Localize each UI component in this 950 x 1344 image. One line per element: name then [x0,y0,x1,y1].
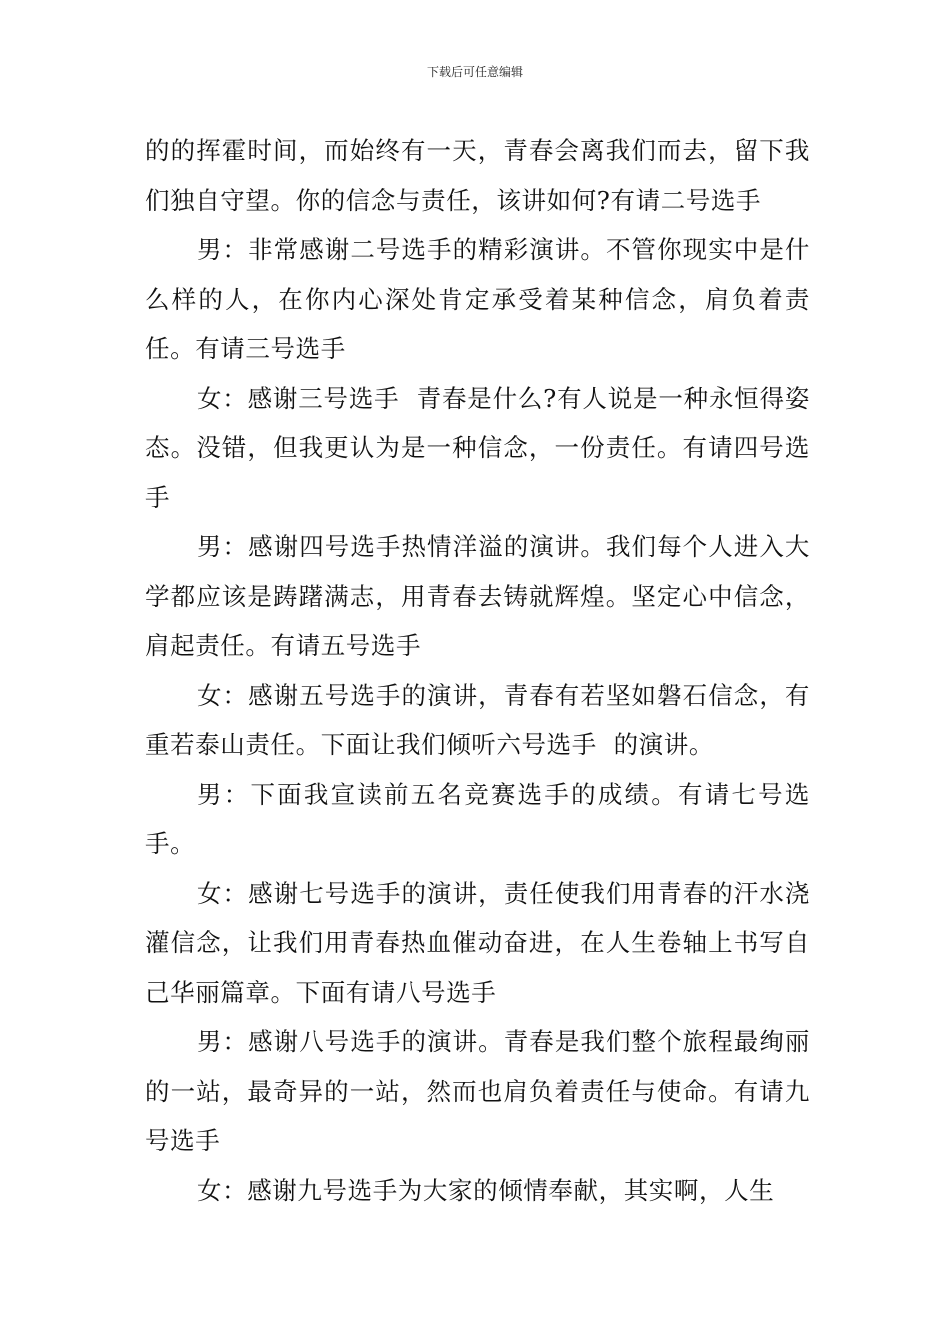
paragraph-6: 男：下面我宣读前五名竞赛选手的成绩。有请七号选手。 [145,779,810,858]
paragraph-1: 的的挥霍时间，而始终有一天，青春会离我们而去，留下我们独自守望。你的信念与责任，该讲如何?有请二号选手 [145,136,810,215]
paragraph-3: 女：感谢三号选手 青春是什么?有人说是一种永恒得姿态。没错，但我更认为是一种信念，一份责任。有请四号选手 [145,383,810,512]
paragraph-8: 男：感谢八号选手的演讲。青春是我们整个旅程最绚丽的一站，最奇异的一站，然而也肩负着责任与使命。有请九号选手 [145,1027,810,1155]
page-header: 下载后可任意编辑 [426,65,523,79]
paragraph-7: 女：感谢七号选手的演讲，责任使我们用青春的汗水浇灌信念，让我们用青春热血催动奋进，在人生卷轴上书写自己华丽篇章。下面有请八号选手 [145,878,810,1007]
paragraph-2: 男：非常感谢二号选手的精彩演讲。不管你现实中是什么样的人，在你内心深处肯定承受着某种信念，肩负着责任。有请三号选手 [145,235,810,363]
paragraph-9: 女：感谢九号选手为大家的倾情奉献，其实啊，人生 [197,1175,775,1205]
paragraph-5: 女：感谢五号选手的演讲，青春有若坚如磐石信念，有重若泰山责任。下面让我们倾听六号选手 的演讲。 [145,680,810,759]
paragraph-4: 男：感谢四号选手热情洋溢的演讲。我们每个人进入大学都应该是踌躇满志，用青春去铸就辉煌。坚定心中信念，肩起责任。有请五号选手 [145,532,810,660]
document-body [145,126,810,1215]
